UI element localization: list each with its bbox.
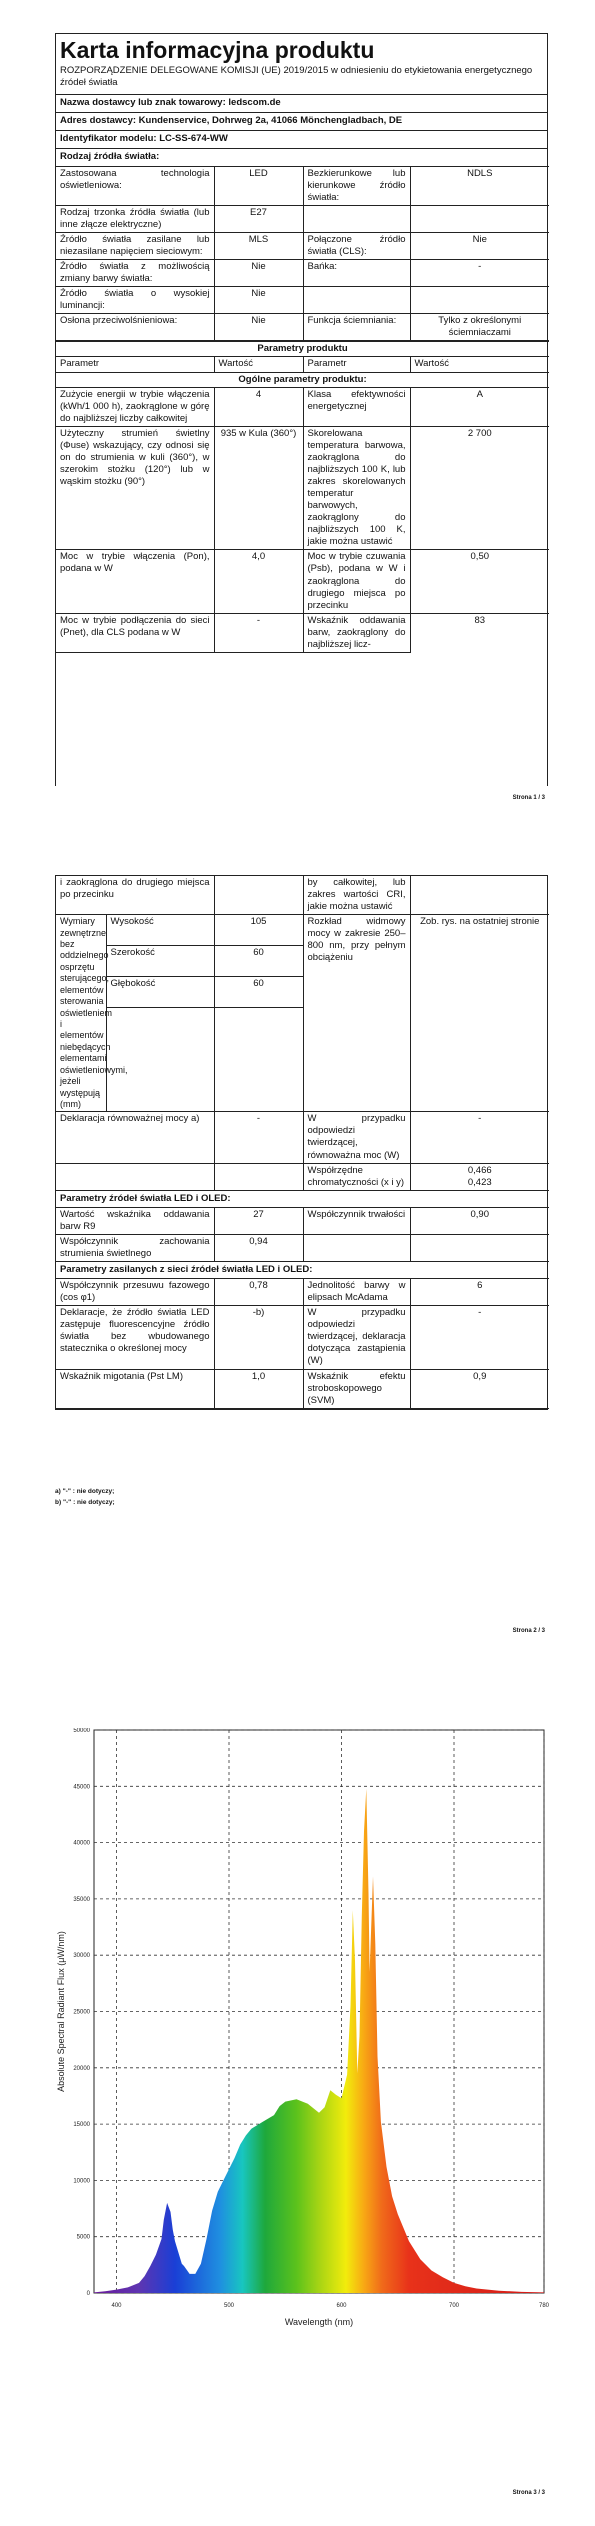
spectral-chart-svg [50,1728,550,2350]
param-value: Nie [214,287,303,314]
param-label: Bezkierunkowe lub kierunkowe źródło światła: [303,166,410,205]
dim-key: Głębokość [106,977,214,1008]
param-label: Wskaźnik migotania (Pst LM) [56,1369,214,1408]
x-tick-label: 600 [336,2303,347,2309]
param-value: 0,50 [410,550,549,613]
y-tick-label: 5000 [76,2234,90,2241]
table-row [56,387,549,426]
y-tick-label: 15000 [73,2122,90,2129]
param-label: Rodzaj trzonka źródła światła (lub inne złącze elektryczne) [56,205,214,232]
spectral-distribution-value: Zob. rys. na ostatniej stronie [410,915,549,1112]
dim-key: Szerokość [106,946,214,977]
param-value: 83 [410,613,549,652]
section-light-source-type: Rodzaj źródła światła: [56,148,547,166]
y-tick-label: 35000 [73,1896,90,1903]
dim-value: 60 [214,977,303,1008]
param-value: 27 [214,1207,303,1234]
table-row [56,1207,549,1234]
param-label [303,205,410,232]
x-tick-label: 780 [538,2303,550,2309]
param-value: A [410,387,549,426]
footnote: a) "-" : nie dotyczy; [55,1488,115,1495]
spectral-distribution-label: Rozkład widmowy mocy w zakresie 250–800 nm, przy pełnym obciążeniu [303,915,410,1112]
regulation-text: ROZPORZĄDZENIE DELEGOWANE KOMISJI (UE) 2019/2015 w odniesieniu do etykietowania energetycznego źródeł światła [60,65,533,89]
continued-cell: i zaokrąglona do drugiego miejsca po przecinku [56,876,214,915]
param-value: 935 w Kula (360°) [214,426,303,550]
table-row [56,1163,549,1190]
param-value [410,287,549,314]
param-label: Moc w trybie czuwania (Psb), podana w W i zaokrąglona do drugiego miejsca po przecinku [303,550,410,613]
page-number: Strona 1 / 3 [512,795,545,801]
param-label: Źródło światła o wysokiej luminancji: [56,287,214,314]
y-tick-label: 40000 [73,1840,90,1847]
table-row [56,166,549,205]
x-axis-label: Wavelength (nm) [284,2317,354,2327]
value-header: Wartość [410,357,549,372]
table-row [56,613,549,652]
light-source-type-table [56,166,549,342]
supplier-name: Nazwa dostawcy lub znak towarowy: ledscom.de [56,94,547,112]
param-value: 0,94 [214,1234,303,1261]
general-params-title: Ogólne parametry produktu: [56,372,549,387]
param-value [410,1234,549,1261]
param-value: - [410,1306,549,1369]
param-value: NDLS [410,166,549,205]
param-label: Użyteczny strumień świetlny (Φuse) wskazujący, czy odnosi się on do strumienia w kuli (360°), w szerokim stożku (120°) lub w wąskim stożku (90°) [56,426,214,550]
value-header: Wartość [214,357,303,372]
param-value [410,205,549,232]
y-tick-label: 10000 [73,2178,90,2185]
param-value: - [214,1112,303,1163]
param-value: Tylko z określonymi ściemniaczami [410,314,549,341]
params-title: Parametry produktu [56,342,549,357]
param-label: Skorelowana temperatura barwowa, zaokrąglona do najbliższych 100 K, lub zakres skorelowanych temperatur barwowych, zaokrąglony do najbliższych 100 K, jakie można ustawić [303,426,410,550]
param-value: 1,0 [214,1369,303,1408]
param-value: MLS [214,232,303,259]
y-tick-label: 30000 [73,1953,90,1960]
product-params-table [56,341,549,653]
table-row [56,1112,549,1163]
param-value: E27 [214,205,303,232]
param-value: 0,78 [214,1279,303,1306]
param-label: Zużycie energii w trybie włączenia (kWh/1 000 h), zaokrąglone w górę do najbliższej liczby całkowitej [56,387,214,426]
table-row [56,205,549,232]
param-label: Źródło światła z możliwością zmiany barwy światła: [56,260,214,287]
param-header: Parametr [56,357,214,372]
x-tick-label: 500 [223,2303,235,2309]
param-value: 4,0 [214,550,303,613]
page-1 [55,33,548,786]
y-tick-label: 50000 [73,1728,90,1734]
param-label: Funkcja ściemniania: [303,314,410,341]
table-row [56,1369,549,1408]
param-label: Jednolitość barwy w elipsach McAdama [303,1279,410,1306]
param-label: Zastosowana technologia oświetleniowa: [56,166,214,205]
param-value: - [410,1112,549,1163]
page-number: Strona 2 / 3 [512,1628,545,1634]
table-row [56,1279,549,1306]
param-value: Nie [214,260,303,287]
param-value: -b) [214,1306,303,1369]
param-label: Deklaracja równoważnej mocy a) [56,1112,214,1163]
section-row [56,1190,549,1207]
page-title: Karta informacyjna produktu [60,37,375,63]
param-value [214,1163,303,1190]
param-label [56,1163,214,1190]
param-label: Połączone źródło światła (CLS): [303,232,410,259]
table-row [56,314,549,341]
param-value: 6 [410,1279,549,1306]
spectral-chart [50,1728,550,2350]
param-value: Nie [410,232,549,259]
dim-key: Wysokość [106,915,214,946]
model-identifier: Identyfikator modelu: LC-SS-674-WW [56,130,547,148]
param-label: W przypadku odpowiedzi twierdzącej, deklaracja dotycząca zastąpienia (W) [303,1306,410,1369]
param-label: Bańka: [303,260,410,287]
page-2 [55,875,548,1410]
param-label: Moc w trybie podłączenia do sieci (Pnet), dla CLS podana w W [56,613,214,652]
param-label: Deklaracje, że źródło światła LED zastępuje fluorescencyjne źródło światła bez wbudowanego statecznika o określonej mocy [56,1306,214,1369]
y-axis-label: Absolute Spectral Radiant Flux (μW/nm) [56,1931,66,2092]
param-label: Moc w trybie włączenia (Pon), podana w W [56,550,214,613]
param-value: 0,90 [410,1207,549,1234]
y-tick-label: 45000 [73,1784,90,1791]
table-row [56,550,549,613]
table-row [56,1306,549,1369]
param-value: 2 700 [410,426,549,550]
table-row [56,1234,549,1261]
y-tick-label: 25000 [73,2009,90,2016]
param-label: Współrzędne chromatyczności (x i y) [303,1163,410,1190]
param-label: Współczynnik przesuwu fazowego (cos φ1) [56,1279,214,1306]
param-label: W przypadku odpowiedzi twierdzącej, równoważna moc (W) [303,1112,410,1163]
param-label: Źródło światła zasilane lub niezasilane napięciem sieciowym: [56,232,214,259]
led-params-title: Parametry źródeł światła LED i OLED: [56,1190,549,1207]
dim-value: 105 [214,915,303,946]
table-row [56,426,549,550]
param-label: Współczynnik trwałości [303,1207,410,1234]
y-tick-label: 20000 [73,2065,90,2072]
param-value: 0,9 [410,1369,549,1408]
product-params-table-cont [56,876,549,1409]
supplier-address: Adres dostawcy: Kundenservice, Dohrweg 2a, 41066 Mönchengladbach, DE [56,112,547,130]
param-label: Wskaźnik oddawania barw, zaokrąglony do najbliższej licz- [303,613,410,652]
param-label: Współczynnik zachowania strumienia świetlnego [56,1234,214,1261]
param-label [303,287,410,314]
table-row [56,260,549,287]
param-label: Osłona przeciwolśnieniowa: [56,314,214,341]
table-row [56,232,549,259]
footnote: b) "-" : nie dotyczy; [55,1498,115,1506]
page-number: Strona 3 / 3 [512,2490,545,2496]
table-row [56,287,549,314]
dimensions-label: Wymiary zewnętrzne bez oddzielnego osprzętu sterującego, elementów sterowania oświetleniem i elementów niebędących elementami oświetleniowymi, jeżeli występują (mm) [56,915,106,1112]
param-value: Nie [214,314,303,341]
footnotes [55,1487,115,1508]
param-header: Parametr [303,357,410,372]
mains-params-title: Parametry zasilanych z sieci źródeł światła LED i OLED: [56,1262,549,1279]
param-value: LED [214,166,303,205]
dim-value: 60 [214,946,303,977]
param-value: 0,466 0,423 [410,1163,549,1190]
param-label [303,1234,410,1261]
x-tick-label: 700 [448,2303,460,2309]
y-tick-label: 0 [86,2291,90,2297]
param-label: Wartość wskaźnika oddawania barw R9 [56,1207,214,1234]
param-value: - [410,260,549,287]
x-tick-label: 400 [111,2303,122,2309]
section-row [56,1262,549,1279]
param-label: Wskaźnik efektu stroboskopowego (SVM) [303,1369,410,1408]
param-label: Klasa efektywności energetycznej [303,387,410,426]
continued-cell: by całkowitej, lub zakres wartości CRI, jakie można ustawić [303,876,410,915]
param-value: - [214,613,303,652]
param-value: 4 [214,387,303,426]
